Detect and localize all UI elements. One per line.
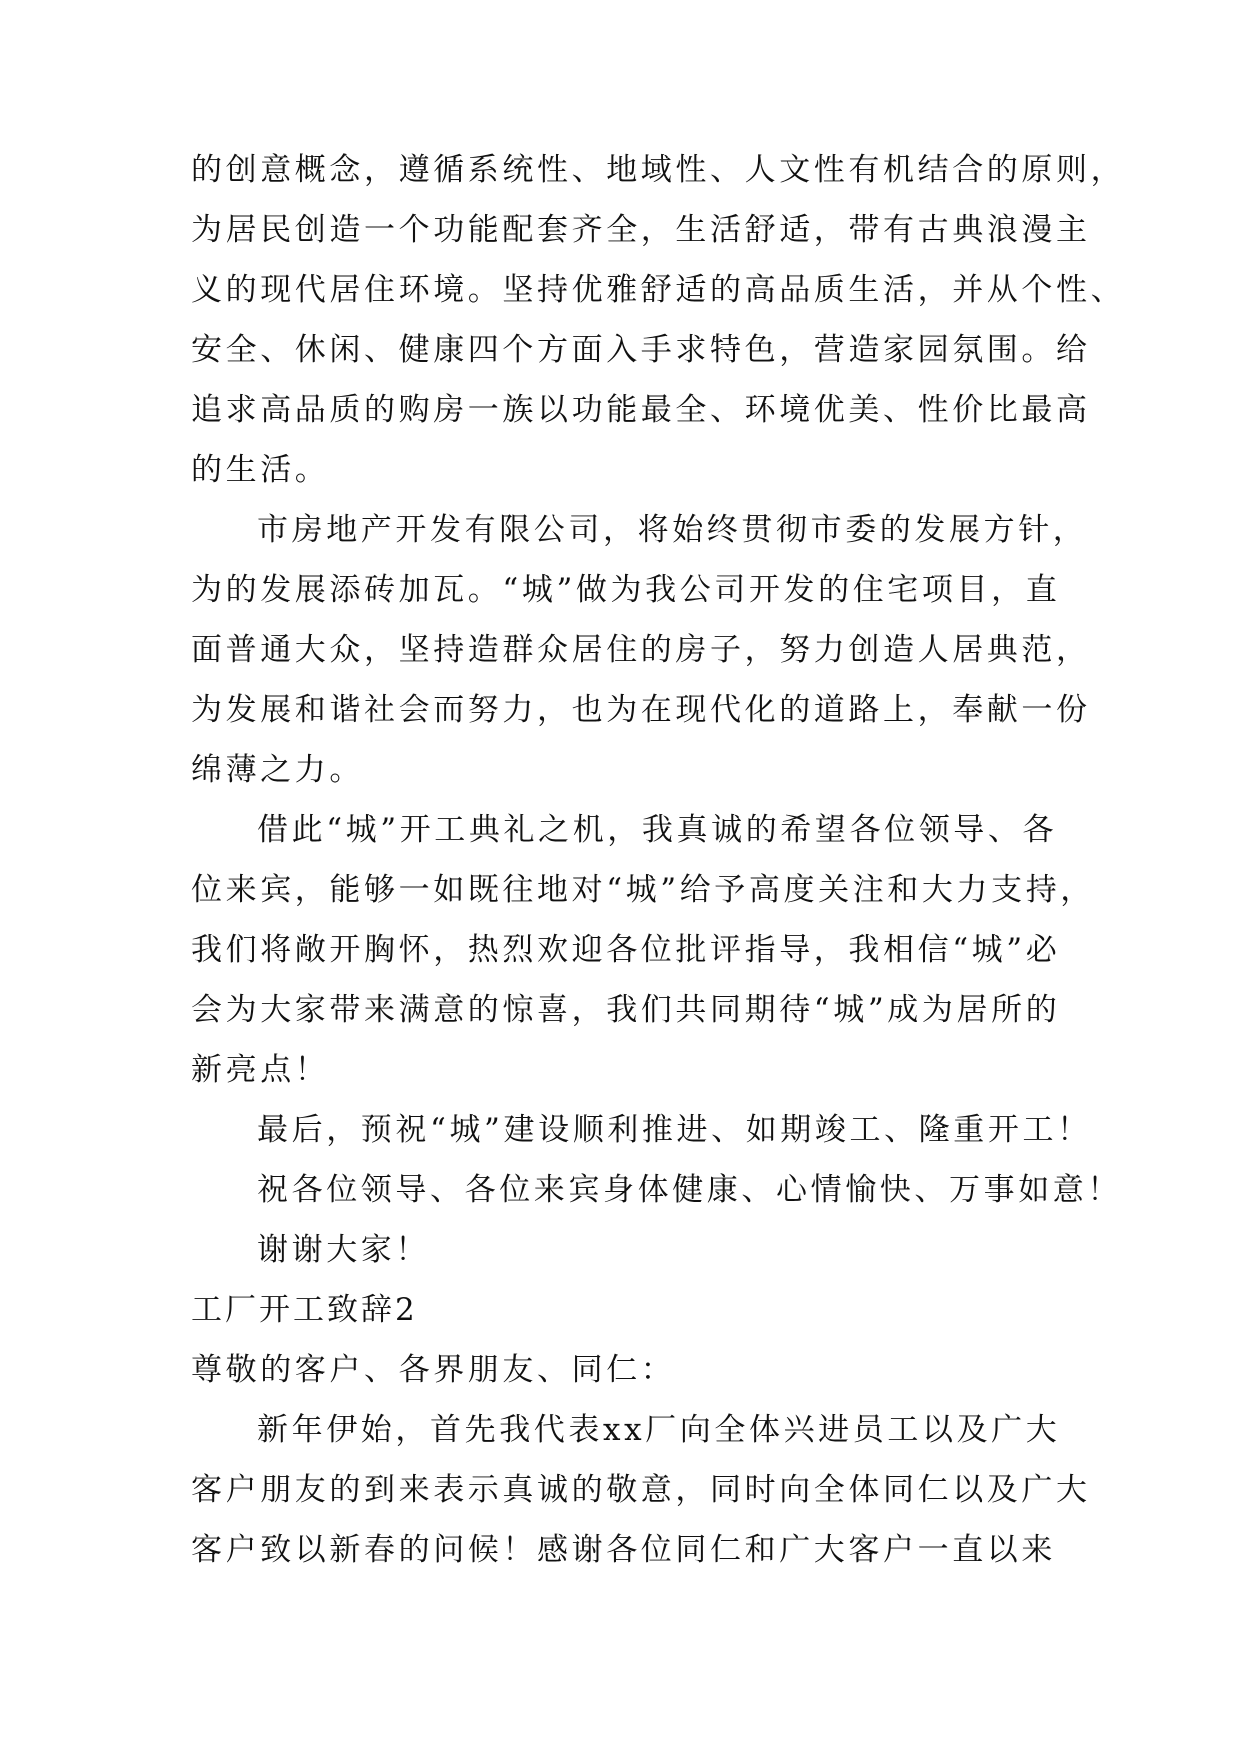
paragraph-line: 新年伊始，首先我代表xx厂向全体兴进员工以及广大 bbox=[257, 1412, 1061, 1448]
salutation-line: 尊敬的客户、各界朋友、同仁： bbox=[191, 1352, 676, 1388]
paragraph-line: 会为大家带来满意的惊喜，我们共同期待“城”成为居所的 bbox=[191, 992, 1061, 1028]
paragraph-line: 客户朋友的到来表示真诚的敬意，同时向全体同仁以及广大 bbox=[191, 1472, 1091, 1508]
paragraph-line: 义的现代居住环境。坚持优雅舒适的高品质生活，并从个性、 bbox=[191, 272, 1126, 308]
paragraph-line: 新亮点！ bbox=[191, 1052, 330, 1088]
paragraph-line: 为发展和谐社会而努力，也为在现代化的道路上，奉献一份 bbox=[191, 692, 1091, 728]
paragraph-line: 谢谢大家！ bbox=[257, 1232, 430, 1268]
section-heading: 工厂开工致辞2 bbox=[191, 1292, 418, 1328]
paragraph-line: 安全、休闲、健康四个方面入手求特色，营造家园氛围。给 bbox=[191, 332, 1091, 368]
paragraph-line: 的生活。 bbox=[191, 452, 330, 488]
paragraph-line: 为居民创造一个功能配套齐全，生活舒适，带有古典浪漫主 bbox=[191, 212, 1091, 248]
paragraph-line: 为的发展添砖加瓦。“城”做为我公司开发的住宅项目，直 bbox=[191, 572, 1061, 608]
paragraph-line: 客户致以新春的问候！感谢各位同仁和广大客户一直以来 bbox=[191, 1532, 1056, 1568]
paragraph-line: 位来宾，能够一如既往地对“城”给予高度关注和大力支持， bbox=[191, 872, 1095, 908]
paragraph-line: 绵薄之力。 bbox=[191, 752, 364, 788]
paragraph-line: 的创意概念，遵循系统性、地域性、人文性有机结合的原则， bbox=[191, 152, 1126, 188]
paragraph-line: 我们将敞开胸怀，热烈欢迎各位批评指导，我相信“城”必 bbox=[191, 932, 1061, 968]
paragraph-line: 祝各位领导、各位来宾身体健康、心情愉快、万事如意！ bbox=[257, 1172, 1122, 1208]
paragraph-line: 追求高品质的购房一族以功能最全、环境优美、性价比最高 bbox=[191, 392, 1091, 428]
paragraph-line: 最后，预祝“城”建设顺利推进、如期竣工、隆重开工！ bbox=[257, 1112, 1092, 1148]
paragraph-line: 面普通大众，坚持造群众居住的房子，努力创造人居典范， bbox=[191, 632, 1091, 668]
paragraph-line: 借此“城”开工典礼之机，我真诚的希望各位领导、各 bbox=[257, 812, 1058, 848]
paragraph-line: 市房地产开发有限公司，将始终贯彻市委的发展方针， bbox=[257, 512, 1088, 548]
